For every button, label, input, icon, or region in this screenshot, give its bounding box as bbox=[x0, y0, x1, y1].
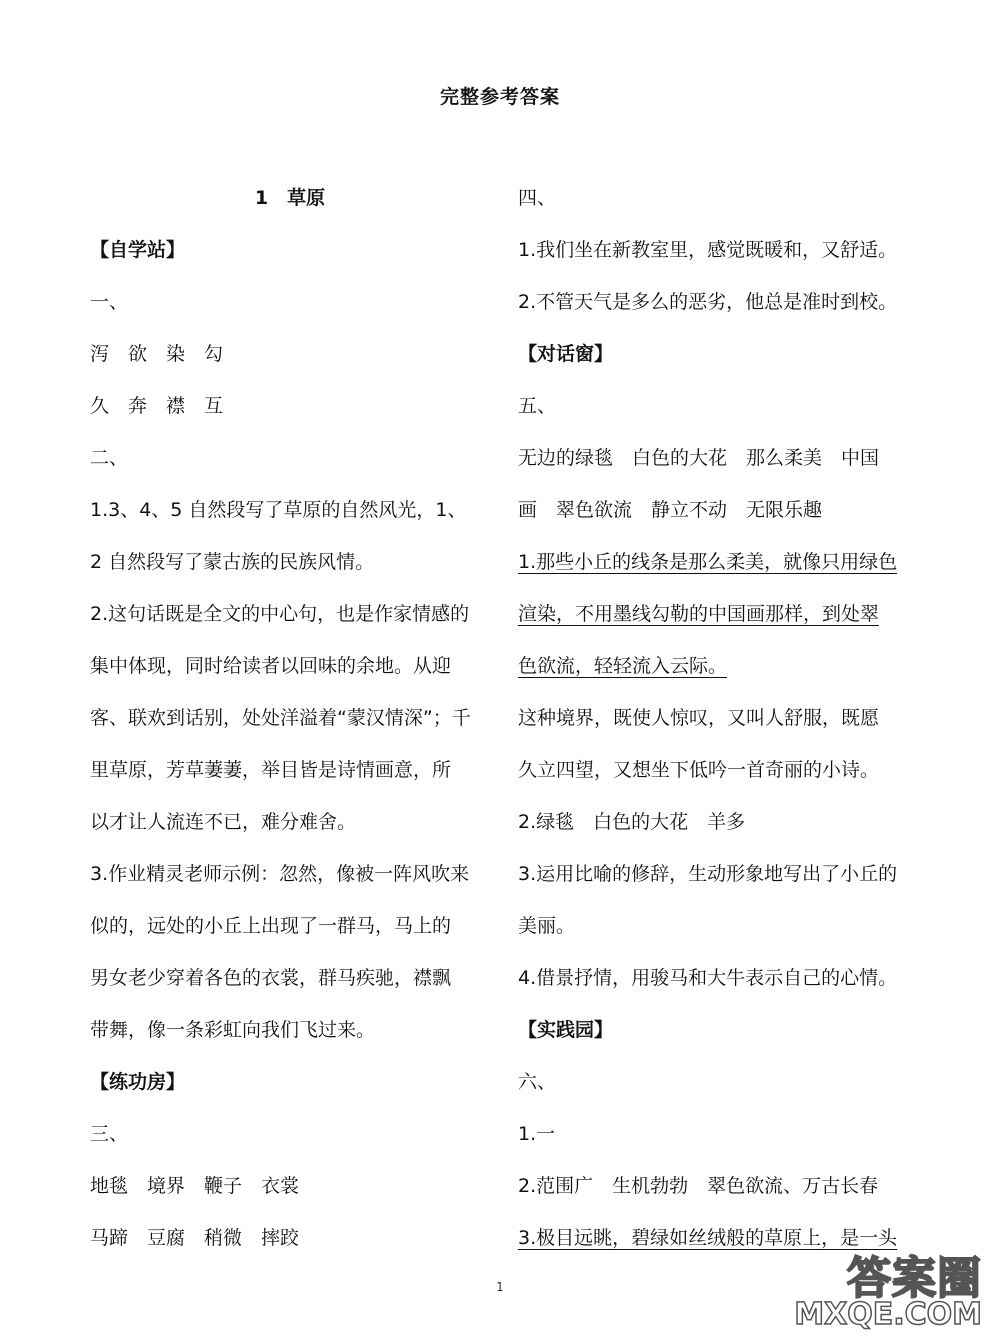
left-column-line: 马蹄 豆腐 稍微 摔跤 bbox=[90, 1227, 300, 1249]
right-column-line: 五、 bbox=[518, 395, 557, 417]
right-column-line: 1.我们坐在新教室里，感觉既暖和，又舒适。 bbox=[518, 239, 898, 261]
right-column-line: 3.极目远眺，碧绿如丝绒般的草原上，是一头 bbox=[518, 1227, 898, 1249]
right-column-line: 四、 bbox=[518, 187, 557, 209]
left-column-line: 久 奔 襟 互 bbox=[90, 395, 224, 417]
left-column-line: 二、 bbox=[90, 447, 129, 469]
left-column-line: 2 自然段写了蒙古族的民族风情。 bbox=[90, 551, 375, 573]
left-column-line: 1 草原 bbox=[254, 187, 326, 209]
left-column-line: 三、 bbox=[90, 1123, 129, 1145]
right-column-line: 2.不管天气是多么的恶劣，他总是准时到校。 bbox=[518, 291, 898, 313]
right-column-line: 画 翠色欲流 静立不动 无限乐趣 bbox=[518, 499, 823, 521]
left-column-line: 男女老少穿着各色的衣裳，群马疾驰，襟飘 bbox=[90, 967, 452, 989]
left-column-line: 一、 bbox=[90, 291, 129, 313]
right-column-line: 美丽。 bbox=[518, 915, 576, 937]
right-column-line: 无边的绿毯 白色的大花 那么柔美 中国 bbox=[518, 447, 880, 469]
watermark-top-text: 答案圈 bbox=[847, 1253, 982, 1304]
left-column-line: 带舞，像一条彩虹向我们飞过来。 bbox=[90, 1019, 376, 1041]
left-column-line: 1.3、4、5 自然段写了草原的自然风光，1、 bbox=[90, 499, 467, 521]
left-column-line: 【自学站】 bbox=[90, 239, 186, 261]
right-column-line: 3.运用比喻的修辞，生动形象地写出了小丘的 bbox=[518, 863, 898, 885]
watermark-bottom-text: MXQE.COM bbox=[794, 1297, 982, 1332]
right-column-line: 六、 bbox=[518, 1071, 557, 1093]
left-column-line: 地毯 境界 鞭子 衣裳 bbox=[90, 1175, 300, 1197]
left-column-line: 【练功房】 bbox=[90, 1071, 186, 1093]
left-column-line: 以才让人流连不已，难分难舍。 bbox=[90, 811, 357, 833]
right-column-line: 渲染，不用墨线勾勒的中国画那样，到处翠 bbox=[518, 603, 880, 625]
left-column-line: 客、联欢到话别，处处洋溢着“蒙汉情深”；千 bbox=[90, 707, 471, 729]
page-title: 完整参考答案 bbox=[439, 86, 560, 108]
page-number: 1 bbox=[496, 1280, 504, 1294]
right-column-line: 【实践园】 bbox=[518, 1019, 614, 1041]
right-column-line: 2.绿毯 白色的大花 羊多 bbox=[518, 811, 746, 833]
right-column-line: 【对话窗】 bbox=[518, 343, 614, 365]
left-column-line: 2.这句话既是全文的中心句，也是作家情感的 bbox=[90, 603, 470, 625]
watermark-logo bbox=[748, 1238, 988, 1338]
left-column bbox=[90, 178, 490, 1270]
right-column-line: 2.范围广 生机勃勃 翠色欲流、万古长春 bbox=[518, 1175, 879, 1197]
left-column-line: 3.作业精灵老师示例：忽然，像被一阵风吹来 bbox=[90, 863, 470, 885]
left-column-line: 集中体现，同时给读者以回味的余地。从迎 bbox=[90, 655, 452, 677]
left-column-line: 似的，远处的小丘上出现了一群马，马上的 bbox=[90, 915, 452, 937]
right-column-line: 4.借景抒情，用骏马和大牛表示自己的心情。 bbox=[518, 967, 898, 989]
right-column-line: 1.一 bbox=[518, 1123, 556, 1145]
right-column-line: 久立四望，又想坐下低吟一首奇丽的小诗。 bbox=[518, 759, 880, 781]
right-column bbox=[518, 178, 918, 1270]
right-column-line: 这种境界，既使人惊叹，又叫人舒服，既愿 bbox=[518, 707, 880, 729]
left-column-line: 泻 欲 染 勾 bbox=[90, 343, 224, 365]
right-column-line: 1.那些小丘的线条是那么柔美，就像只用绿色 bbox=[518, 551, 898, 573]
right-column-line: 色欲流，轻轻流入云际。 bbox=[518, 655, 728, 677]
left-column-line: 里草原，芳草萋萋，举目皆是诗情画意，所 bbox=[90, 759, 452, 781]
